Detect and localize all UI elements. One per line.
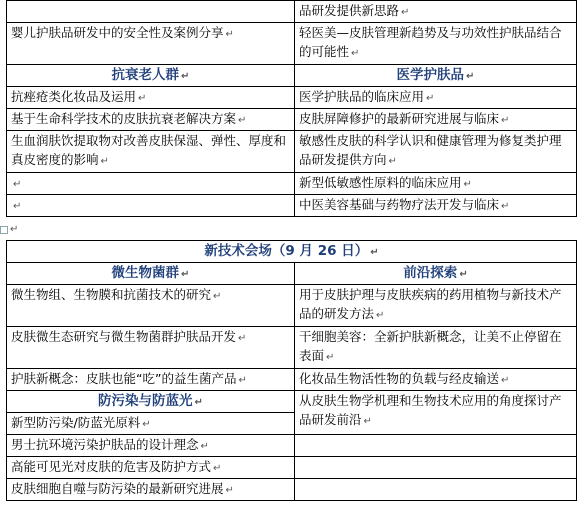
- return-mark-icon: ↵: [194, 396, 203, 408]
- return-mark-icon: ↵: [351, 48, 360, 59]
- return-mark-icon: ↵: [363, 416, 372, 427]
- table-row: [7, 435, 577, 457]
- return-mark-icon: ↵: [501, 115, 510, 126]
- table-cell: 敏感性皮肤的科学认识和健康管理为修复类护理品研发提供方向 ↵: [295, 131, 577, 173]
- table-cell: 化妆品生物活性物的负载与经皮输送 ↵: [295, 369, 577, 391]
- return-mark-icon: ↵: [213, 291, 222, 302]
- table-title: 新技术会场（9 月 26 日） ↵: [7, 241, 577, 263]
- table-cell: 护肤新概念：皮肤也能“吃”的益生菌产品 ↵: [7, 369, 295, 391]
- table-row: [7, 173, 577, 195]
- table-row: [7, 285, 577, 327]
- return-mark-icon: ↵: [181, 70, 190, 82]
- table-sessions-1: [6, 0, 577, 217]
- column-header-medical-skincare: 医学护肤品 ↵: [295, 65, 577, 87]
- return-mark-icon: ↵: [200, 441, 209, 452]
- table-cell: 婴儿护肤品研发中的安全性及案例分享 ↵: [7, 23, 295, 65]
- return-mark-icon: ↵: [213, 463, 222, 474]
- table-cell: 用于皮肤护理与皮肤疾病的药用植物与新技术产品的研发方法 ↵: [295, 285, 577, 327]
- table-sessions-2: [6, 240, 577, 501]
- column-header-anti-pollution: 防污染与防蓝光 ↵: [7, 391, 295, 413]
- column-header-anti-aging: 抗衰老人群 ↵: [7, 65, 295, 87]
- table-header-row: [7, 391, 577, 413]
- table-cell: 生血润肤饮提取物对改善皮肤保湿、弹性、厚度和真皮密度的影响 ↵: [7, 131, 295, 173]
- return-mark-icon: ↵: [100, 156, 109, 167]
- table-row: [7, 369, 577, 391]
- return-mark-icon: ↵: [501, 201, 510, 212]
- table-title-row: [7, 241, 577, 263]
- table-cell: 干细胞美容：全新护肤新概念，让美不止停留在表面 ↵: [295, 327, 577, 369]
- return-mark-icon: ↵: [238, 333, 247, 344]
- table-row: [7, 131, 577, 173]
- table-row: [7, 457, 577, 479]
- table-cell: 新型防污染/防蓝光原料 ↵: [7, 413, 295, 435]
- return-mark-icon: ↵: [501, 375, 510, 386]
- table-row: [7, 87, 577, 109]
- return-mark-icon: ↵: [401, 7, 410, 18]
- return-mark-icon: ↵: [459, 268, 468, 280]
- table-row: [7, 23, 577, 65]
- table-row: [7, 109, 577, 131]
- table-cell: 中医美容基础与药物疗法开发与临床 ↵: [295, 195, 577, 217]
- table-cell: 皮肤微生态研究与微生物菌群护肤品开发 ↵: [7, 327, 295, 369]
- return-mark-icon: ↵: [142, 419, 151, 430]
- table-cell: [295, 435, 577, 457]
- table-row: [7, 479, 577, 501]
- table-cell: 新型低敏感性原料的临床应用 ↵: [295, 173, 577, 195]
- column-header-frontier: 前沿探索 ↵: [295, 263, 577, 285]
- table-cell: 基于生命科学技术的皮肤抗衰老解决方案 ↵: [7, 109, 295, 131]
- table-cell: 高能可见光对皮肤的危害及防护方式 ↵: [7, 457, 295, 479]
- return-mark-icon: ↵: [138, 93, 147, 104]
- table-cell: [7, 195, 295, 217]
- return-mark-icon: ↵: [13, 179, 22, 190]
- table-cell: [7, 173, 295, 195]
- table-cell: 皮肤屏障修护的最新研究进展与临床 ↵: [295, 109, 577, 131]
- return-mark-icon: ↵: [466, 70, 475, 82]
- table-row: [7, 1, 577, 23]
- table-cell: [295, 457, 577, 479]
- table-cell: 抗痤疮类化妆品及运用 ↵: [7, 87, 295, 109]
- table-row: [7, 195, 577, 217]
- table-cell-merged: 从皮肤生物学机理和生物技术应用的角度探讨产品研发前沿 ↵: [295, 391, 577, 435]
- return-mark-icon: ↵: [376, 310, 385, 321]
- table-header-row: [7, 263, 577, 285]
- table-cell: 品研发提供新思路 ↵: [295, 1, 577, 23]
- paragraph-mark-icon: ↵: [10, 224, 19, 235]
- table-row: [7, 327, 577, 369]
- return-mark-icon: ↵: [426, 93, 435, 104]
- return-mark-icon: ↵: [181, 268, 190, 280]
- return-mark-icon: ↵: [326, 352, 335, 363]
- return-mark-icon: ↵: [225, 485, 234, 496]
- return-mark-icon: ↵: [225, 29, 234, 40]
- table-cell: 轻医美—皮肤管理新趋势及与功效性护肤品结合的可能性 ↵: [295, 23, 577, 65]
- table-cell: [295, 479, 577, 501]
- return-mark-icon: ↵: [370, 246, 379, 258]
- table-cell: 男士抗环境污染护肤品的设计理念 ↵: [7, 435, 295, 457]
- return-mark-icon: ↵: [13, 201, 22, 212]
- return-mark-icon: ↵: [388, 156, 397, 167]
- table-header-row: [7, 65, 577, 87]
- table-cell: 医学护肤品的临床应用 ↵: [295, 87, 577, 109]
- return-mark-icon: ↵: [238, 115, 247, 126]
- return-mark-icon: ↵: [463, 179, 472, 190]
- table-cell: 微生物组、生物膜和抗菌技术的研究 ↵: [7, 285, 295, 327]
- table-cell: 皮肤细胞自噬与防污染的最新研究进展 ↵: [7, 479, 295, 501]
- return-mark-icon: ↵: [238, 375, 247, 386]
- table-anchor-icon: [0, 226, 8, 234]
- column-header-microbiome: 微生物菌群 ↵: [7, 263, 295, 285]
- table-cell: [7, 1, 295, 23]
